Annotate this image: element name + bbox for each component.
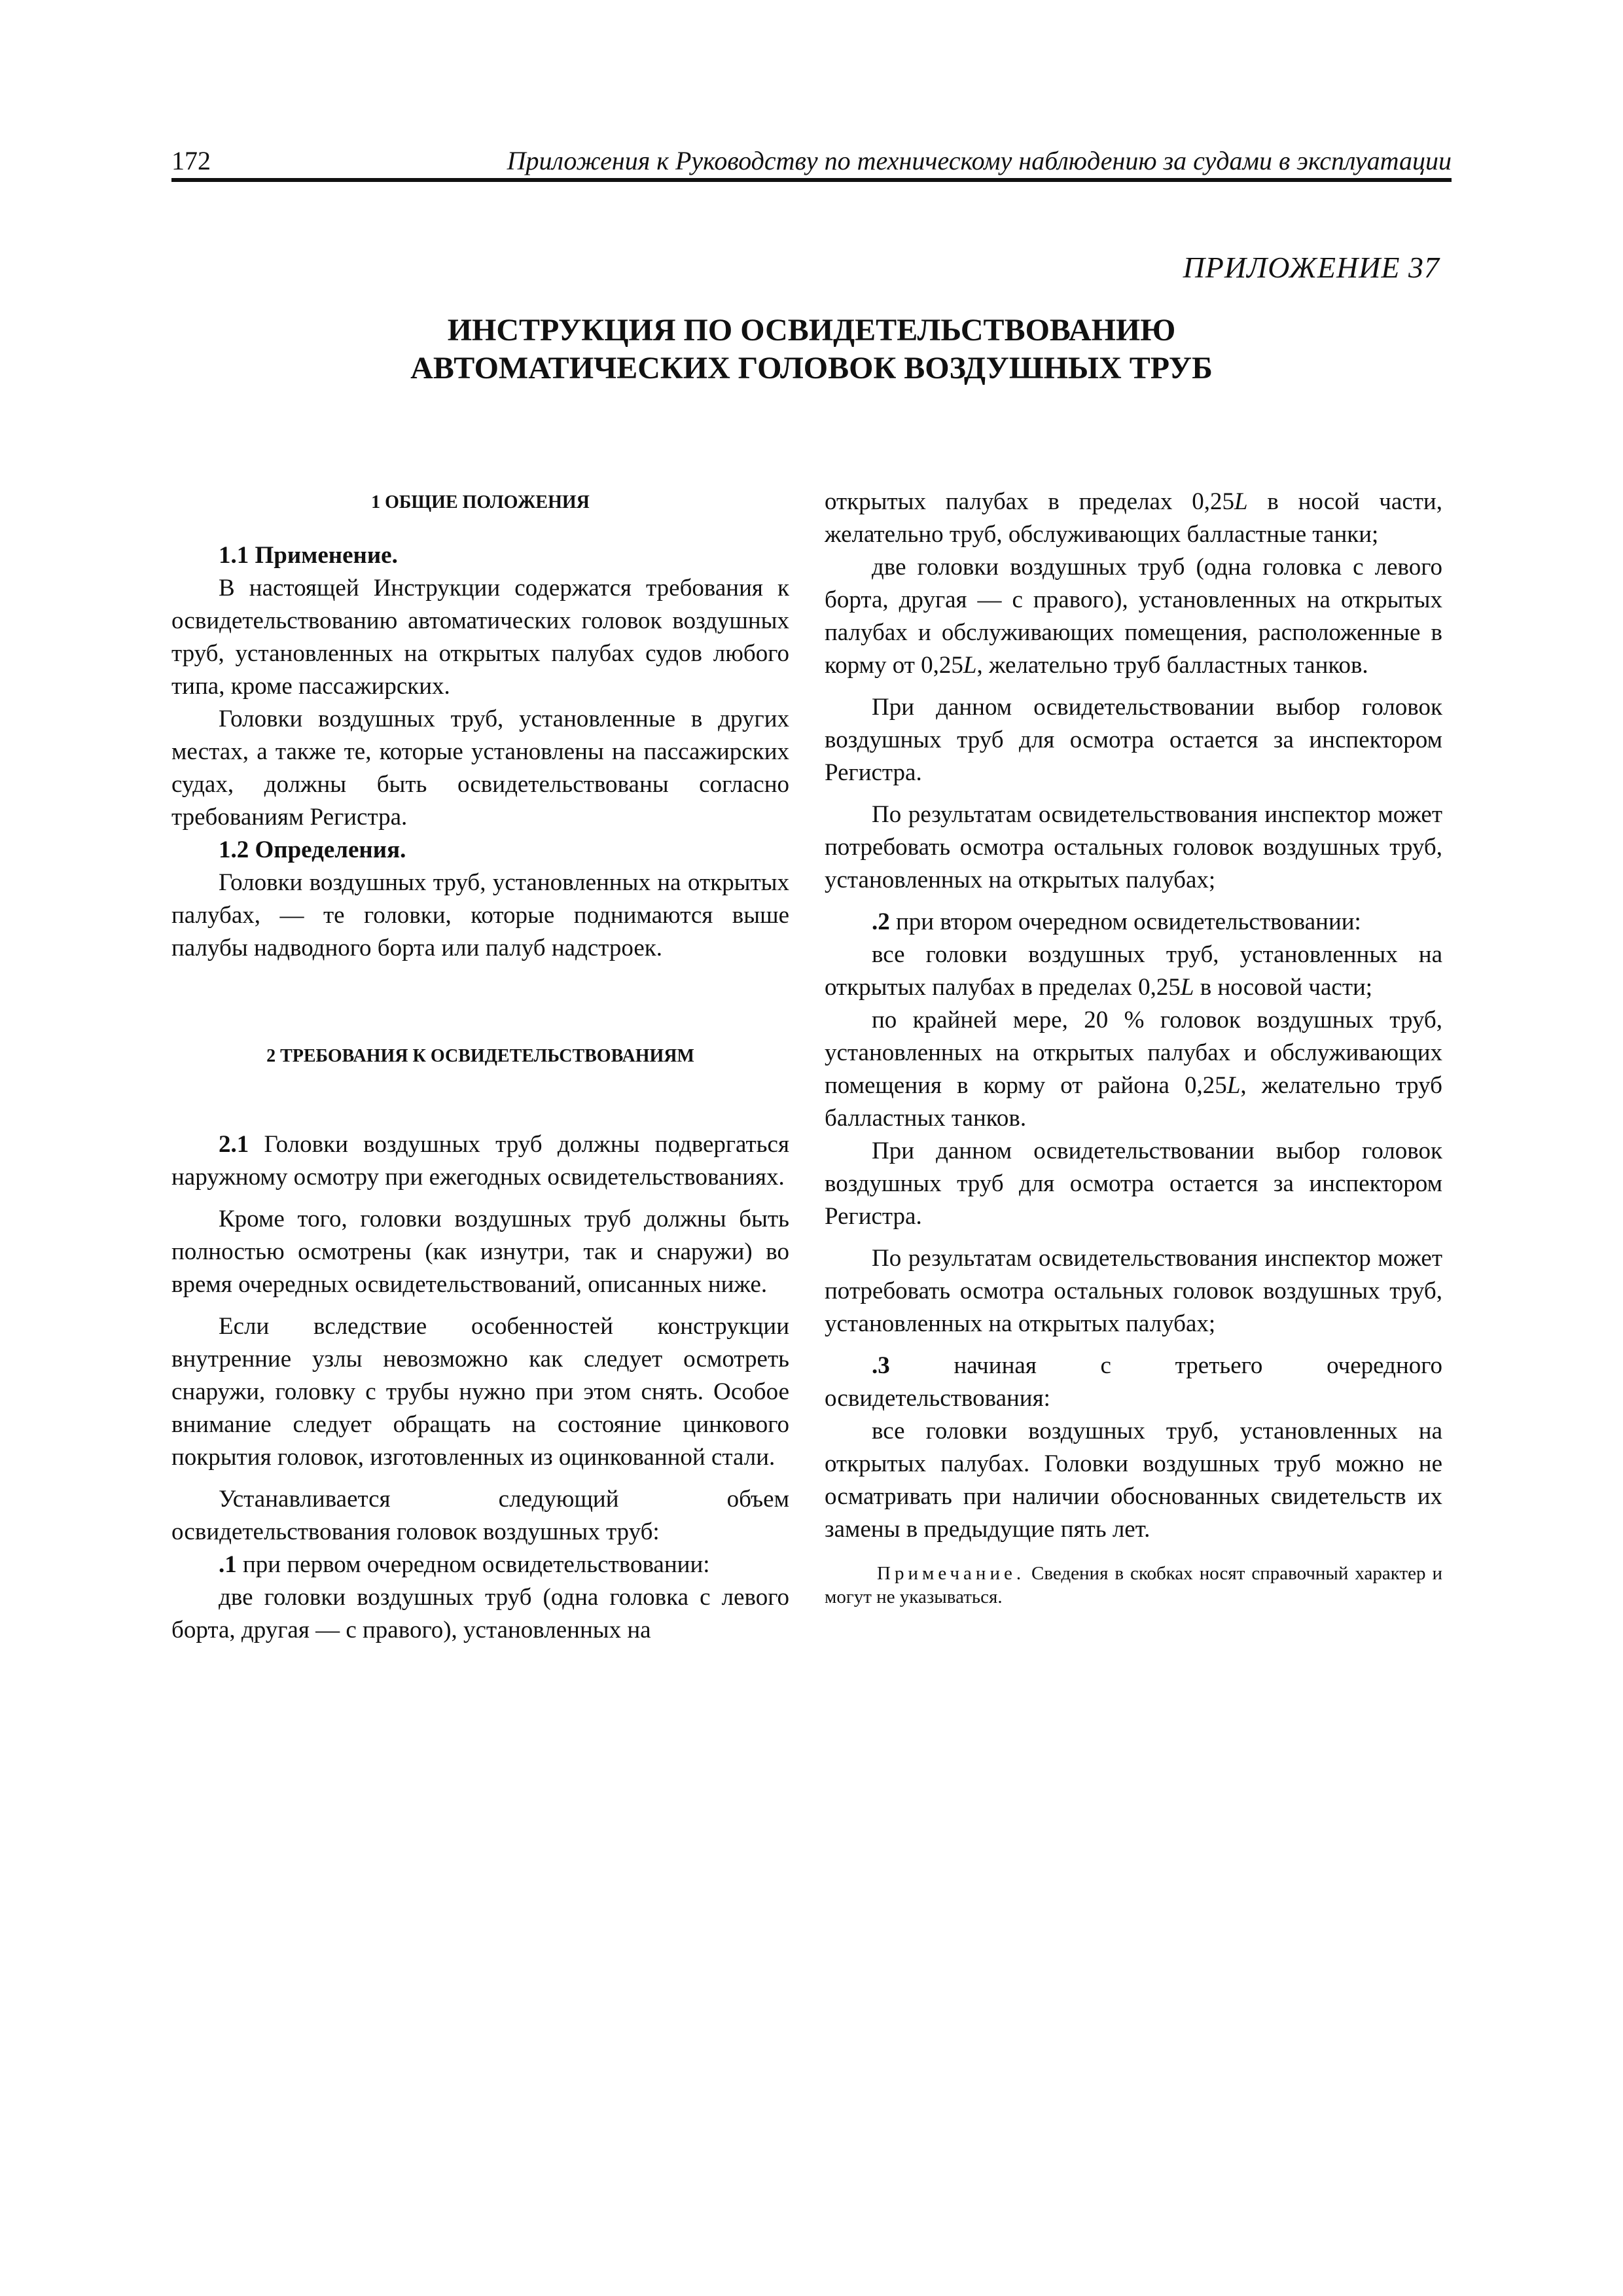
- paragraph: все головки воздушных труб, установленных на открытых палубах. Головки воздушных труб можно не осматривать при наличии обоснованных свидетельств их замены в предыдущие пять лет.: [825, 1418, 1442, 1543]
- subsection-1-2-heading: 1.2 Определения.: [219, 836, 406, 863]
- list-item: .2 при втором очередном освидетельствовании:: [872, 908, 1361, 935]
- item-number: .2: [872, 908, 890, 935]
- paragraph: все головки воздушных труб, установленных на открытых палубах в пределах 0,25L в носовой части;: [825, 941, 1442, 1001]
- clause-number: 2.1: [219, 1131, 249, 1158]
- paragraph: Головки воздушных труб, установленные в других местах, а также те, которые установлены на пассажирских судах, должны быть освидетельствованы согласно требованиям Регистра.: [171, 706, 789, 831]
- paragraph: открытых палубах в пределах 0,25L в носой части, желательно труб, обслуживающих балластные танки;: [825, 488, 1442, 548]
- subsection-1-1-heading: 1.1 Применение.: [219, 542, 398, 569]
- right-column: [825, 486, 1442, 1628]
- paragraph: Головки воздушных труб, установленных на открытых палубах, — те головки, которые поднимаются выше палубы надводного борта или палуб надстроек.: [171, 869, 789, 961]
- header-rule: [171, 178, 1452, 182]
- paragraph: По результатам освидетельствования инспектор может потребовать осмотра остальных головок воздушных труб, установленных на открытых палубах;: [825, 1245, 1442, 1337]
- running-title: Приложения к Руководству по техническому наблюдению за судами в эксплуатации: [507, 146, 1452, 175]
- paragraph: 2.1 Головки воздушных труб должны подвергаться наружному осмотру при ежегодных освидетельствованиях.: [171, 1131, 789, 1191]
- title-line-2: АВТОМАТИЧЕСКИХ ГОЛОВОК ВОЗДУШНЫХ ТРУБ: [410, 351, 1213, 386]
- item-number: .3: [872, 1352, 890, 1379]
- page-number: 172: [171, 146, 211, 175]
- paragraph: В настоящей Инструкции содержатся требования к освидетельствованию автоматических головок воздушных труб, установленных на открытых палубах судов любого типа, кроме пассажирских.: [171, 575, 789, 700]
- list-item: .3 начиная с третьего очередного освидетельствования:: [825, 1352, 1442, 1412]
- paragraph: Устанавливается следующий объем освидетельствования головок воздушных труб:: [171, 1486, 789, 1545]
- paragraph: по крайней мере, 20 % головок воздушных труб, установленных на открытых палубах и обслуживающих помещения в корму от района 0,25L, желательно труб балластных танков.: [825, 1007, 1442, 1132]
- left-column: [171, 490, 789, 1647]
- item-number: .1: [219, 1551, 237, 1578]
- paragraph: Кроме того, головки воздушных труб должны быть полностью осмотрены (как изнутри, так и снаружи) во время очередных освидетельствований, описанных ниже.: [171, 1206, 789, 1298]
- paragraph: Если вследствие особенностей конструкции внутренние узлы невозможно как следует осмотреть снаружи, головку с трубы нужно при этом снять. Особое внимание следует обращать на состояние цинкового покрытия головок, изготовленных из оцинкованной стали.: [171, 1313, 789, 1471]
- paragraph: При данном освидетельствовании выбор головок воздушных труб для осмотра остается за инспектором Регистра.: [825, 1138, 1442, 1230]
- note: Примечание. Сведения в скобках носят справочный характер и могут не указываться.: [825, 1563, 1442, 1607]
- section-2-heading: 2 ТРЕБОВАНИЯ К ОСВИДЕТЕЛЬСТВОВАНИЯМ: [266, 1046, 694, 1066]
- appendix-label: ПРИЛОЖЕНИЕ 37: [1183, 251, 1440, 284]
- title-line-1: ИНСТРУКЦИЯ ПО ОСВИДЕТЕЛЬСТВОВАНИЮ: [447, 313, 1176, 348]
- paragraph: две головки воздушных труб (одна головка с левого борта, другая — с правого), установленных на: [171, 1584, 789, 1643]
- paragraph: две головки воздушных труб (одна головка с левого борта, другая — с правого), установленных на открытых палубах и обслуживающих помещения, расположенные в корму от 0,25L, желательно труб балластных танков.: [825, 554, 1442, 679]
- note-label: Примечание.: [877, 1563, 1026, 1584]
- paragraph: По результатам освидетельствования инспектор может потребовать осмотра остальных головок воздушных труб, установленных на открытых палубах;: [825, 801, 1442, 893]
- document-title: [171, 312, 1452, 387]
- section-1-heading: 1 ОБЩИЕ ПОЛОЖЕНИЯ: [371, 492, 590, 512]
- paragraph: При данном освидетельствовании выбор головок воздушных труб для осмотра остается за инспектором Регистра.: [825, 694, 1442, 786]
- list-item: .1 при первом очередном освидетельствовании:: [219, 1551, 710, 1578]
